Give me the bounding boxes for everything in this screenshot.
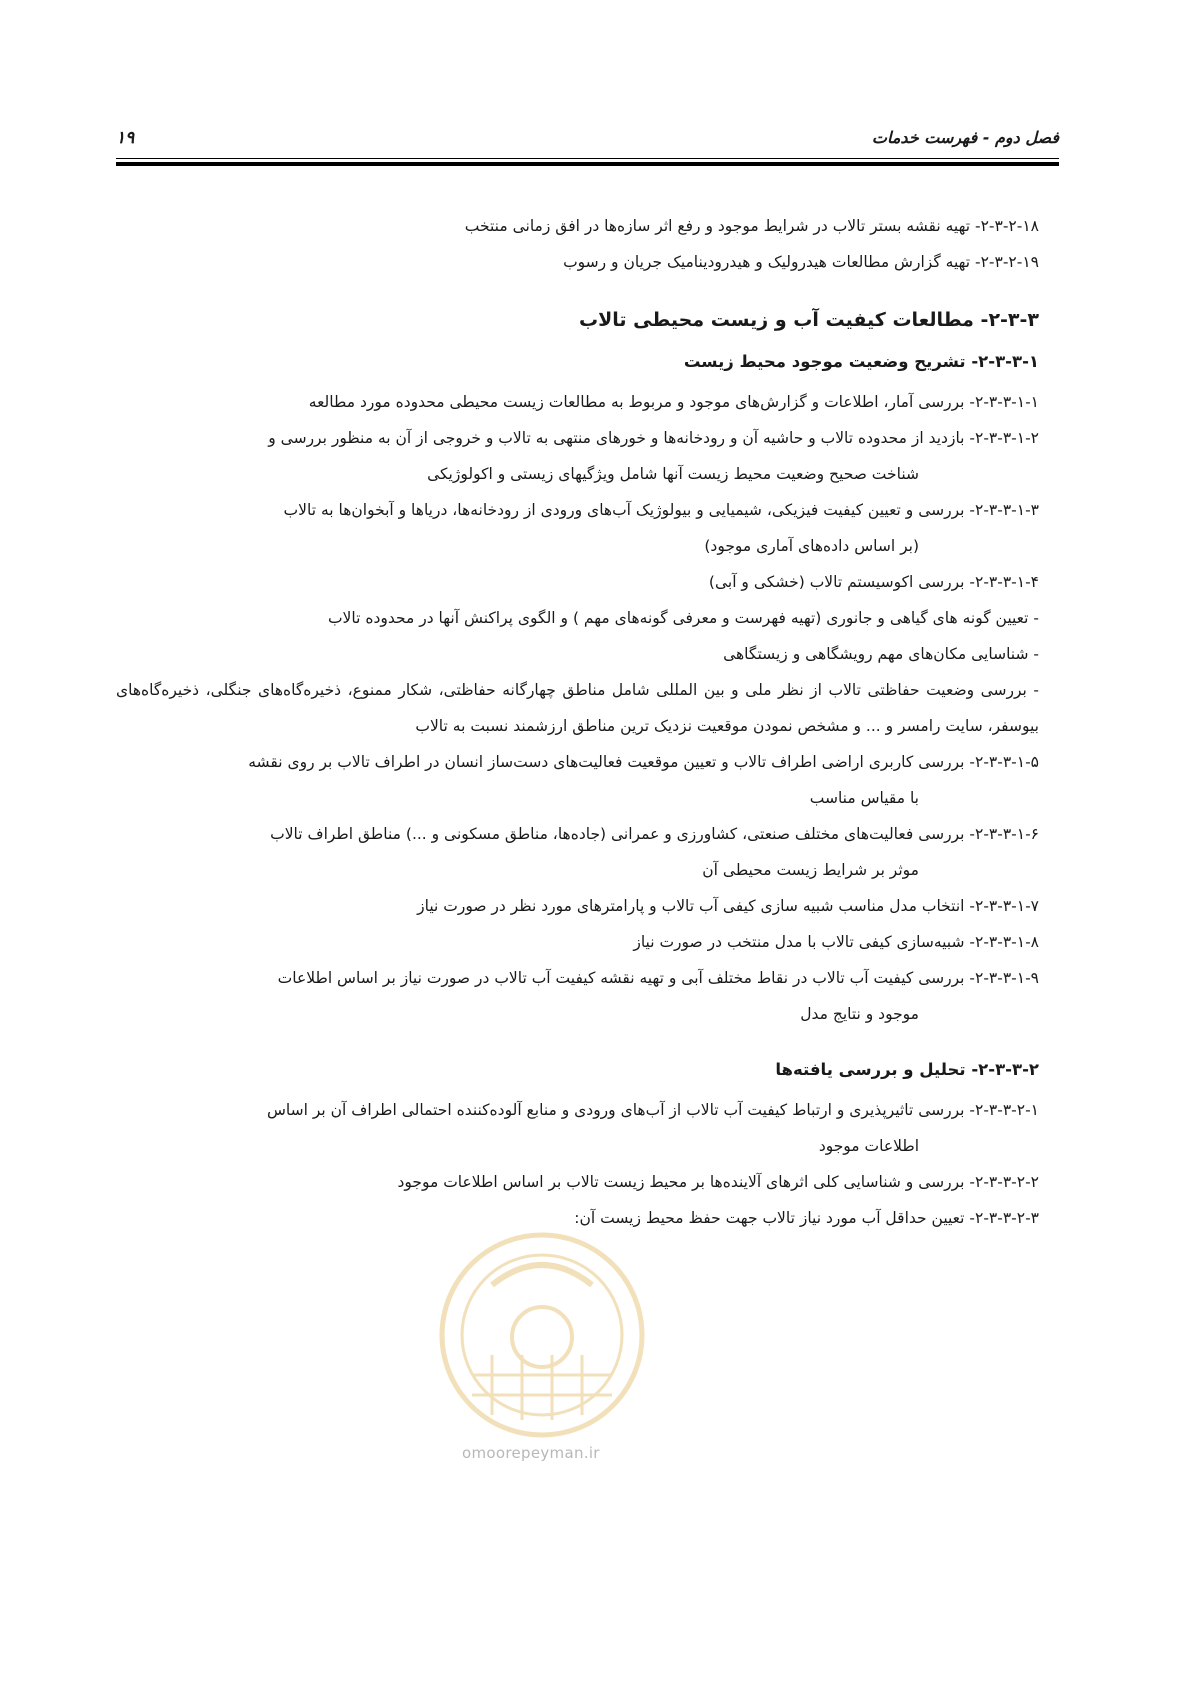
list-item-line: ۲-۳-۳-۲-۱- بررسی تاثیرپذیری و ارتباط کیفیت آب تالاب از آب‌های ورودی و منابع آلوده‌کننده احتمالی اطراف آن بر اساس [266, 1101, 1039, 1119]
header-rule-thick [116, 162, 1059, 166]
page-number: ۱۹ [116, 128, 135, 148]
list-item: ۲-۳-۳-۱-۸- شبیه‌سازی کیفی تالاب با مدل منتخب در صورت نیاز [633, 933, 1039, 951]
list-item-continuation: موثر بر شرایط زیست محیطی آن [702, 861, 919, 879]
bullet-item: - بررسی وضعیت حفاظتی تالاب از نظر ملی و بین المللی شامل مناطق چهارگانه حفاظتی، شکار ممنوع، ذخیره‌گاه‌های جنگلی، ذخیره‌گاه‌های بیوسفر، سایت رامسر و ... و مشخص نمودن موقعیت نزدیک ترین مناطق ارزشمند نسبت به تالاب [116, 681, 1039, 735]
list-item [116, 960, 1039, 1032]
list-item: ۲-۳-۳-۱-۴- بررسی اکوسیستم تالاب (خشکی و آبی) [708, 573, 1039, 591]
document-body [116, 208, 1039, 1236]
list-item: ۲-۳-۳-۲-۳- تعیین حداقل آب مورد نیاز تالاب جهت حفظ محیط زیست آن: [574, 1209, 1039, 1227]
list-item: ۲-۳-۳-۱-۱- بررسی آمار، اطلاعات و گزارش‌های موجود و مربوط به مطالعات زیست محیطی محدوده مورد مطالعه [308, 393, 1039, 411]
bullet-item: - تعیین گونه های گیاهی و جانوری (تهیه فهرست و معرفی گونه‌های مهم ) و الگوی پراکنش آنها در محدوده تالاب [327, 609, 1039, 627]
subsection-heading: ۲-۳-۳-۱- تشریح وضعیت موجود محیط زیست [683, 352, 1039, 371]
list-item-line: ۲-۳-۳-۱-۳- بررسی و تعیین کیفیت فیزیکی، شیمیایی و بیولوژیک آب‌های ورودی از رودخانه‌ها، دریاها و آبخوان‌ها به تالاب [283, 501, 1039, 519]
section-heading: ۲-۳-۳- مطالعات کیفیت آب و زیست محیطی تالاب [579, 309, 1039, 331]
list-item: ۲-۳-۲-۱۸- تهیه نقشه بستر تالاب در شرایط موجود و رفع اثر سازه‌ها در افق زمانی منتخب [464, 217, 1039, 235]
list-item-line: ۲-۳-۳-۱-۲- بازدید از محدوده تالاب و حاشیه آن و رودخانه‌ها و خورهای منتهی به تالاب و خروجی از آن به منظور بررسی و [268, 429, 1039, 447]
list-item-line: ۲-۳-۳-۱-۶- بررسی فعالیت‌های مختلف صنعتی، کشاورزی و عمرانی (جاده‌ها، مناطق مسکونی و ...) مناطق اطراف تالاب [270, 825, 1039, 843]
list-item-line: ۲-۳-۳-۱-۵- بررسی کاربری اراضی اطراف تالاب و تعیین موقعیت فعالیت‌های دست‌ساز انسان در اطراف تالاب بر روی نقشه [248, 753, 1039, 771]
header-rule-thin [116, 158, 1059, 159]
list-item-continuation: با مقیاس مناسب [809, 789, 919, 807]
list-item-continuation: شناخت صحیح وضعیت محیط زیست آنها شامل ویژگیهای زیستی و اکولوژیکی [427, 465, 919, 483]
list-item [116, 1092, 1039, 1164]
list-item: ۲-۳-۳-۲-۲- بررسی و شناسایی کلی اثرهای آلاینده‌ها بر محیط زیست تالاب بر اساس اطلاعات موجود [397, 1173, 1039, 1191]
list-item: ۲-۳-۲-۱۹- تهیه گزارش مطالعات هیدرولیک و هیدرودینامیک جریان و رسوب [563, 253, 1039, 271]
list-item-continuation: اطلاعات موجود [818, 1137, 919, 1155]
subsection-heading: ۲-۳-۳-۲- تحلیل و بررسی یافته‌ها [775, 1060, 1039, 1079]
watermark-seal-icon [432, 1225, 652, 1445]
list-item [116, 420, 1039, 492]
list-item [116, 816, 1039, 888]
watermark-url: omoorepeyman.ir [462, 1444, 600, 1462]
list-item: ۲-۳-۳-۱-۷- انتخاب مدل مناسب شبیه سازی کیفی آب تالاب و پارامترهای مورد نظر در صورت نیاز [417, 897, 1039, 915]
bullet-item: - شناسایی مکان‌های مهم رویشگاهی و زیستگاهی [723, 645, 1039, 663]
chapter-title: فصل دوم - فهرست خدمات [871, 128, 1059, 147]
list-item [116, 492, 1039, 564]
list-item-line: ۲-۳-۳-۱-۹- بررسی کیفیت آب تالاب در نقاط مختلف آبی و تهیه نقشه کیفیت آب تالاب در صورت نیاز بر اساس اطلاعات [277, 969, 1039, 987]
list-item-continuation: (بر اساس داده‌های آماری موجود) [704, 537, 919, 555]
list-item [116, 744, 1039, 816]
list-item-continuation: موجود و نتایج مدل [800, 1005, 919, 1023]
